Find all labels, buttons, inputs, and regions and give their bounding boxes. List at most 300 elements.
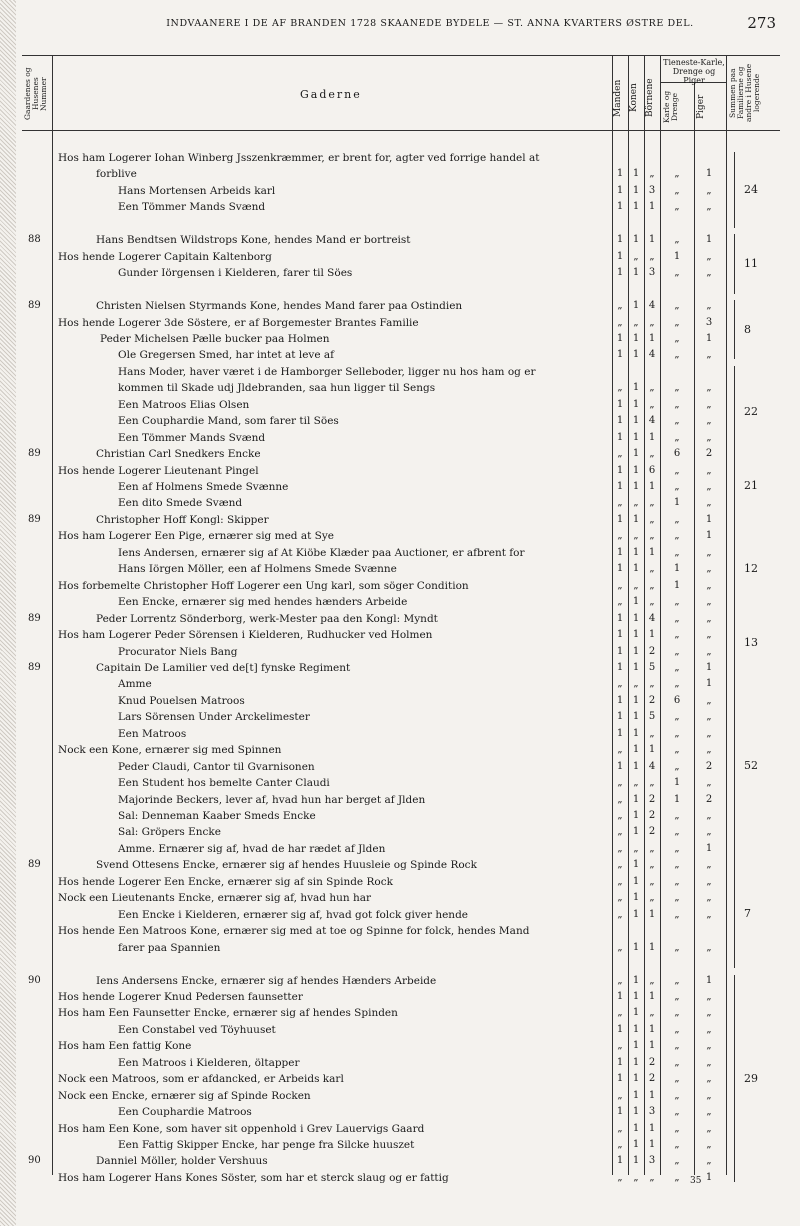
- cell-m: „: [617, 892, 623, 903]
- cell-k: 1: [632, 1106, 640, 1117]
- cell-m: „: [617, 975, 623, 986]
- cell-m: „: [617, 826, 623, 837]
- cell-p: „: [706, 728, 712, 739]
- cell-b: „: [649, 497, 655, 508]
- cell-m: 1: [616, 432, 624, 443]
- col-header-manden: Manden: [613, 79, 623, 117]
- table-top-rule: [22, 55, 780, 56]
- cell-m: „: [617, 909, 623, 920]
- row-text: Een Tömmer Mands Svænd: [118, 432, 266, 444]
- cell-b: 3: [648, 267, 656, 278]
- cell-k: 1: [632, 646, 640, 657]
- cell-b: 2: [648, 1073, 656, 1084]
- cell-b: 1: [648, 1090, 656, 1101]
- row-text: Hans Moder, haver været i de Hamborger Selleboder, ligger nu hos ham og er: [118, 366, 536, 378]
- cell-p: „: [706, 415, 712, 426]
- cell-kd: „: [674, 333, 680, 344]
- cell-kd: 1: [673, 497, 681, 508]
- cell-k: 1: [632, 1090, 640, 1101]
- cell-m: „: [617, 876, 623, 887]
- cell-p: 1: [705, 1172, 713, 1183]
- cell-p: 3: [705, 317, 713, 328]
- col-header-tjeneste: Tieneste-Karle, Drenge og Piger: [663, 58, 725, 85]
- cell-kd: 1: [673, 251, 681, 262]
- cell-m: 1: [616, 1155, 624, 1166]
- row-text: Nock een Matroos, som er afdancked, er Arbeids karl: [58, 1073, 344, 1085]
- cell-k: 1: [632, 168, 640, 179]
- row-text: kommen til Skade udj Jldebranden, saa hun ligger til Sengs: [118, 382, 436, 394]
- cell-k: 1: [632, 448, 640, 459]
- cell-b: 1: [648, 481, 656, 492]
- cell-b: „: [649, 317, 655, 328]
- house-number: 89: [28, 859, 41, 870]
- cell-k: 1: [632, 662, 640, 673]
- cell-b: 5: [648, 711, 656, 722]
- house-number: 89: [28, 514, 41, 525]
- row-text: Een dito Smede Svænd: [118, 497, 243, 509]
- cell-k: 1: [632, 810, 640, 821]
- cell-b: 1: [648, 432, 656, 443]
- cell-p: „: [706, 563, 712, 574]
- row-text: Een Constabel ved Töyhuuset: [118, 1024, 276, 1036]
- cell-k: 1: [632, 1024, 640, 1035]
- cell-p: „: [706, 547, 712, 558]
- row-text: Hos hende Logerer 3de Söstere, er af Borgemester Brantes Familie: [58, 317, 419, 329]
- cell-m: „: [617, 794, 623, 805]
- cell-b: 3: [648, 1155, 656, 1166]
- family-sum: 21: [744, 479, 758, 492]
- cell-m: 1: [616, 761, 624, 772]
- cell-b: „: [649, 777, 655, 788]
- cell-kd: 6: [673, 695, 681, 706]
- cell-m: „: [617, 1007, 623, 1018]
- running-header: INDVAANERE I DE AF BRANDEN 1728 SKAANEDE BYDELE — ST. ANNA KVARTERS ØSTRE DEL.: [166, 18, 694, 29]
- cell-kd: „: [674, 991, 680, 1002]
- cell-kd: 1: [673, 777, 681, 788]
- row-text: Een Matroos: [118, 728, 187, 740]
- cell-kd: 1: [673, 563, 681, 574]
- cell-b: „: [649, 678, 655, 689]
- cell-m: 1: [616, 547, 624, 558]
- cell-k: „: [633, 497, 639, 508]
- cell-p: „: [706, 942, 712, 953]
- cell-p: 1: [705, 333, 713, 344]
- cell-p: 2: [705, 761, 713, 772]
- row-text: Hos hende Een Matroos Kone, ernærer sig med at toe og Spinne for folck, hendes Mand: [58, 925, 530, 937]
- cell-b: „: [649, 448, 655, 459]
- row-text: Sal: Denneman Kaaber Smeds Encke: [118, 810, 316, 822]
- cell-m: „: [617, 300, 623, 311]
- cell-p: „: [706, 251, 712, 262]
- cell-p: 1: [705, 168, 713, 179]
- cell-kd: „: [674, 859, 680, 870]
- row-text: Hos ham Logerer Een Pige, ernærer sig med at Sye: [58, 530, 334, 542]
- cell-k: 1: [632, 234, 640, 245]
- family-sum: 11: [744, 257, 758, 270]
- cell-kd: „: [674, 382, 680, 393]
- cell-b: 1: [648, 1123, 656, 1134]
- row-text: Christian Carl Snedkers Encke: [96, 448, 261, 460]
- cell-b: 2: [648, 794, 656, 805]
- cell-p: „: [706, 349, 712, 360]
- cell-kd: „: [674, 843, 680, 854]
- family-sum: 52: [744, 759, 758, 772]
- cell-b: „: [649, 251, 655, 262]
- cell-b: 1: [648, 942, 656, 953]
- cell-k: 1: [632, 432, 640, 443]
- row-text: Hos forbemelte Christopher Hoff Logerer een Ung karl, som söger Condition: [58, 580, 469, 592]
- sum-brace: [734, 975, 741, 1182]
- cell-kd: „: [674, 629, 680, 640]
- cell-k: 1: [632, 201, 640, 212]
- col-rule-2: [612, 55, 613, 1175]
- row-text: Procurator Niels Bang: [118, 646, 238, 658]
- cell-m: „: [617, 810, 623, 821]
- row-text: Een Encke, ernærer sig med hendes hænders Arbeide: [118, 596, 408, 608]
- footer-mark: 35: [690, 1176, 702, 1186]
- cell-kd: „: [674, 810, 680, 821]
- cell-kd: „: [674, 300, 680, 311]
- cell-k: 1: [632, 1073, 640, 1084]
- cell-k: 1: [632, 547, 640, 558]
- cell-b: „: [649, 1172, 655, 1183]
- cell-kd: „: [674, 1172, 680, 1183]
- cell-k: „: [633, 678, 639, 689]
- cell-p: „: [706, 596, 712, 607]
- cell-b: 2: [648, 646, 656, 657]
- cell-m: 1: [616, 415, 624, 426]
- cell-k: 1: [632, 991, 640, 1002]
- family-sum: 13: [744, 636, 758, 649]
- cell-k: 1: [632, 859, 640, 870]
- cell-m: „: [617, 1139, 623, 1150]
- cell-b: 2: [648, 695, 656, 706]
- cell-k: 1: [632, 415, 640, 426]
- cell-b: „: [649, 530, 655, 541]
- cell-b: 1: [648, 1040, 656, 1051]
- cell-b: 4: [648, 415, 656, 426]
- col-header-karle: Karle og Drenge: [662, 90, 679, 124]
- cell-m: 1: [616, 201, 624, 212]
- row-text: Capitain De Lamilier ved de[t] fynske Regiment: [96, 662, 351, 674]
- cell-p: „: [706, 497, 712, 508]
- cell-kd: „: [674, 201, 680, 212]
- cell-m: „: [617, 448, 623, 459]
- cell-b: „: [649, 399, 655, 410]
- cell-p: „: [706, 1040, 712, 1051]
- col-rule-6: [694, 82, 695, 1175]
- sum-brace: [734, 514, 741, 623]
- house-number: 89: [28, 300, 41, 311]
- cell-m: „: [617, 497, 623, 508]
- cell-kd: „: [674, 1123, 680, 1134]
- cell-k: „: [633, 251, 639, 262]
- cell-k: 1: [632, 1007, 640, 1018]
- cell-k: 1: [632, 761, 640, 772]
- cell-b: 2: [648, 1057, 656, 1068]
- cell-k: 1: [632, 909, 640, 920]
- cell-b: 2: [648, 826, 656, 837]
- cell-kd: „: [674, 1073, 680, 1084]
- cell-k: 1: [632, 794, 640, 805]
- row-text: Een Matroos i Kielderen, öltapper: [118, 1057, 300, 1069]
- cell-k: „: [633, 1172, 639, 1183]
- row-text: Danniel Möller, holder Vershuus: [96, 1155, 268, 1167]
- col-header-nummer: Gaardenes og Husenes Nummer: [23, 67, 48, 121]
- cell-kd: „: [674, 1057, 680, 1068]
- cell-m: 1: [616, 1073, 624, 1084]
- col-rule-3: [628, 55, 629, 1175]
- cell-p: „: [706, 1123, 712, 1134]
- cell-m: „: [617, 1040, 623, 1051]
- row-text: Nock een Lieutenants Encke, ernærer sig af, hvad hun har: [58, 892, 372, 904]
- row-text: Hos hende Logerer Capitain Kaltenborg: [58, 251, 272, 263]
- cell-kd: „: [674, 1139, 680, 1150]
- cell-p: „: [706, 711, 712, 722]
- sum-brace: [734, 662, 741, 869]
- family-sum: 8: [744, 323, 751, 336]
- row-text: Een af Holmens Smede Svænne: [118, 481, 289, 493]
- cell-m: 1: [616, 646, 624, 657]
- cell-m: 1: [616, 613, 624, 624]
- cell-k: 1: [632, 267, 640, 278]
- cell-b: 5: [648, 662, 656, 673]
- family-sum: 29: [744, 1072, 758, 1085]
- cell-kd: „: [674, 1106, 680, 1117]
- cell-m: 1: [616, 563, 624, 574]
- cell-kd: „: [674, 185, 680, 196]
- row-text: Hans Mortensen Arbeids karl: [118, 185, 276, 197]
- cell-kd: „: [674, 530, 680, 541]
- house-number: 89: [28, 448, 41, 459]
- cell-kd: „: [674, 728, 680, 739]
- row-text: farer paa Spannien: [118, 942, 221, 954]
- cell-m: „: [617, 678, 623, 689]
- sum-brace: [734, 300, 741, 359]
- row-text: Hos hende Logerer Knud Pedersen faunsetter: [58, 991, 303, 1003]
- cell-kd: „: [674, 1090, 680, 1101]
- cell-k: 1: [632, 613, 640, 624]
- cell-m: 1: [616, 251, 624, 262]
- row-text: Hos ham Een Faunsetter Encke, ernærer sig af hendes Spinden: [58, 1007, 398, 1019]
- row-text: Iens Andersens Encke, ernærer sig af hendes Hænders Arbeide: [96, 975, 437, 987]
- row-text: Een Tömmer Mands Svænd: [118, 201, 266, 213]
- cell-p: „: [706, 892, 712, 903]
- row-text: Nock een Kone, ernærer sig med Spinnen: [58, 744, 282, 756]
- cell-p: „: [706, 399, 712, 410]
- cell-p: „: [706, 1106, 712, 1117]
- cell-m: „: [617, 1172, 623, 1183]
- cell-m: „: [617, 942, 623, 953]
- row-text: Hos ham Een fattig Kone: [58, 1040, 192, 1052]
- cell-p: „: [706, 185, 712, 196]
- cell-k: 1: [632, 744, 640, 755]
- cell-m: „: [617, 596, 623, 607]
- cell-k: 1: [632, 185, 640, 196]
- row-text: Nock een Encke, ernærer sig af Spinde Rocken: [58, 1090, 311, 1102]
- row-text: Sal: Gröpers Encke: [118, 826, 221, 838]
- row-text: forblive: [96, 168, 137, 180]
- cell-p: „: [706, 1073, 712, 1084]
- cell-b: „: [649, 859, 655, 870]
- row-text: Hos ham Logerer Iohan Winberg Jsszenkræmmer, er brent for, agter ved forrige handel at: [58, 152, 540, 164]
- cell-p: 1: [705, 514, 713, 525]
- row-text: Een Fattig Skipper Encke, har penge fra Silcke huuszet: [118, 1139, 415, 1151]
- cell-kd: „: [674, 646, 680, 657]
- row-text: Een Couphardie Mand, som farer til Söes: [118, 415, 339, 427]
- cell-b: 4: [648, 349, 656, 360]
- cell-m: 1: [616, 349, 624, 360]
- row-text: Amme. Ernærer sig af, hvad de har rædet af Jlden: [118, 843, 386, 855]
- cell-m: 1: [616, 1024, 624, 1035]
- row-text: Hos hende Logerer Lieutenant Pingel: [58, 465, 259, 477]
- cell-b: 4: [648, 300, 656, 311]
- cell-p: 2: [705, 448, 713, 459]
- cell-p: „: [706, 580, 712, 591]
- cell-k: 1: [632, 695, 640, 706]
- col-header-konen: Konen: [629, 83, 639, 113]
- col-header-summen: Summen paa Familierne og andre i Husene logerende: [728, 63, 761, 123]
- cell-k: „: [633, 317, 639, 328]
- cell-k: „: [633, 777, 639, 788]
- cell-b: 1: [648, 333, 656, 344]
- row-text: Svend Ottesens Encke, ernærer sig af hendes Huusleie og Spinde Rock: [96, 859, 477, 871]
- cell-kd: „: [674, 415, 680, 426]
- cell-b: 3: [648, 185, 656, 196]
- cell-kd: „: [674, 349, 680, 360]
- cell-k: 1: [632, 1057, 640, 1068]
- row-text: Hans Bendtsen Wildstrops Kone, hendes Mand er bortreist: [96, 234, 411, 246]
- cell-k: 1: [632, 876, 640, 887]
- cell-kd: „: [674, 465, 680, 476]
- cell-b: „: [649, 892, 655, 903]
- cell-m: 1: [616, 1106, 624, 1117]
- row-text: Hos ham Logerer Hans Kones Söster, som har et sterck slaug og er fattig: [58, 1172, 449, 1184]
- cell-b: „: [649, 168, 655, 179]
- cell-m: „: [617, 859, 623, 870]
- cell-kd: „: [674, 678, 680, 689]
- cell-p: „: [706, 859, 712, 870]
- cell-p: 2: [705, 794, 713, 805]
- family-sum: 7: [744, 907, 751, 920]
- cell-p: „: [706, 1155, 712, 1166]
- cell-m: „: [617, 1090, 623, 1101]
- sum-brace: [734, 448, 741, 524]
- cell-kd: „: [674, 399, 680, 410]
- sum-brace: [734, 234, 741, 294]
- cell-b: „: [649, 728, 655, 739]
- row-text: Christen Nielsen Styrmands Kone, hendes Mand farer paa Ostindien: [96, 300, 463, 312]
- family-sum: 12: [744, 562, 758, 575]
- cell-m: 1: [616, 514, 624, 525]
- cell-kd: „: [674, 662, 680, 673]
- cell-m: 1: [616, 629, 624, 640]
- cell-b: 1: [648, 201, 656, 212]
- cell-p: „: [706, 991, 712, 1002]
- cell-k: 1: [632, 826, 640, 837]
- cell-kd: „: [674, 234, 680, 245]
- cell-b: 2: [648, 810, 656, 821]
- cell-kd: „: [674, 1007, 680, 1018]
- cell-b: 1: [648, 629, 656, 640]
- row-text: Hos ham Een Kone, som haver sit oppenhold i Grev Lauervigs Gaard: [58, 1123, 425, 1135]
- cell-p: „: [706, 432, 712, 443]
- house-number: 89: [28, 613, 41, 624]
- cell-m: „: [617, 317, 623, 328]
- cell-b: 1: [648, 991, 656, 1002]
- cell-p: „: [706, 777, 712, 788]
- cell-m: 1: [616, 1057, 624, 1068]
- cell-b: „: [649, 563, 655, 574]
- row-text: Een Matroos Elias Olsen: [118, 399, 250, 411]
- cell-p: „: [706, 1007, 712, 1018]
- table-header-rule: [22, 130, 780, 131]
- house-number: 89: [28, 662, 41, 673]
- row-text: Ole Gregersen Smed, har intet at leve af: [118, 349, 335, 361]
- row-text: Hans Iörgen Möller, een af Holmens Smede Svænne: [118, 563, 397, 575]
- cell-m: 1: [616, 399, 624, 410]
- row-text: Hos hende Logerer Een Encke, ernærer sig af sin Spinde Rock: [58, 876, 393, 888]
- cell-p: „: [706, 1090, 712, 1101]
- cell-b: „: [649, 382, 655, 393]
- cell-k: 1: [632, 1139, 640, 1150]
- cell-kd: „: [674, 975, 680, 986]
- cell-kd: „: [674, 892, 680, 903]
- row-text: Majorinde Beckers, lever af, hvad hun har berget af Jlden: [118, 794, 426, 806]
- cell-b: 4: [648, 761, 656, 772]
- cell-p: „: [706, 300, 712, 311]
- cell-p: „: [706, 613, 712, 624]
- cell-p: 1: [705, 662, 713, 673]
- cell-m: „: [617, 530, 623, 541]
- cell-m: 1: [616, 465, 624, 476]
- cell-b: 1: [648, 1139, 656, 1150]
- cell-b: 6: [648, 465, 656, 476]
- row-text: Christopher Hoff Kongl: Skipper: [96, 514, 269, 526]
- cell-kd: „: [674, 432, 680, 443]
- house-number: 88: [28, 234, 41, 245]
- cell-k: 1: [632, 563, 640, 574]
- cell-kd: „: [674, 317, 680, 328]
- cell-p: 1: [705, 975, 713, 986]
- house-number: 90: [28, 1155, 41, 1166]
- row-text: Peder Lorrentz Sönderborg, werk-Mester paa den Kongl: Myndt: [96, 613, 438, 625]
- cell-b: 1: [648, 1024, 656, 1035]
- cell-m: „: [617, 843, 623, 854]
- cell-p: „: [706, 826, 712, 837]
- col-header-piger: Piger: [696, 94, 706, 120]
- cell-m: 1: [616, 234, 624, 245]
- cell-m: 1: [616, 695, 624, 706]
- col-rule-7: [726, 55, 727, 1175]
- cell-kd: „: [674, 1024, 680, 1035]
- cell-k: 1: [632, 514, 640, 525]
- cell-p: „: [706, 1139, 712, 1150]
- sum-brace: [734, 859, 741, 968]
- cell-k: 1: [632, 975, 640, 986]
- cell-kd: „: [674, 168, 680, 179]
- cell-p: „: [706, 1024, 712, 1035]
- cell-kd: „: [674, 596, 680, 607]
- col-rule-1: [52, 55, 53, 1175]
- cell-k: 1: [632, 399, 640, 410]
- cell-b: „: [649, 1007, 655, 1018]
- cell-kd: „: [674, 514, 680, 525]
- cell-p: „: [706, 629, 712, 640]
- cell-p: „: [706, 695, 712, 706]
- cell-k: 1: [632, 1155, 640, 1166]
- cell-b: „: [649, 514, 655, 525]
